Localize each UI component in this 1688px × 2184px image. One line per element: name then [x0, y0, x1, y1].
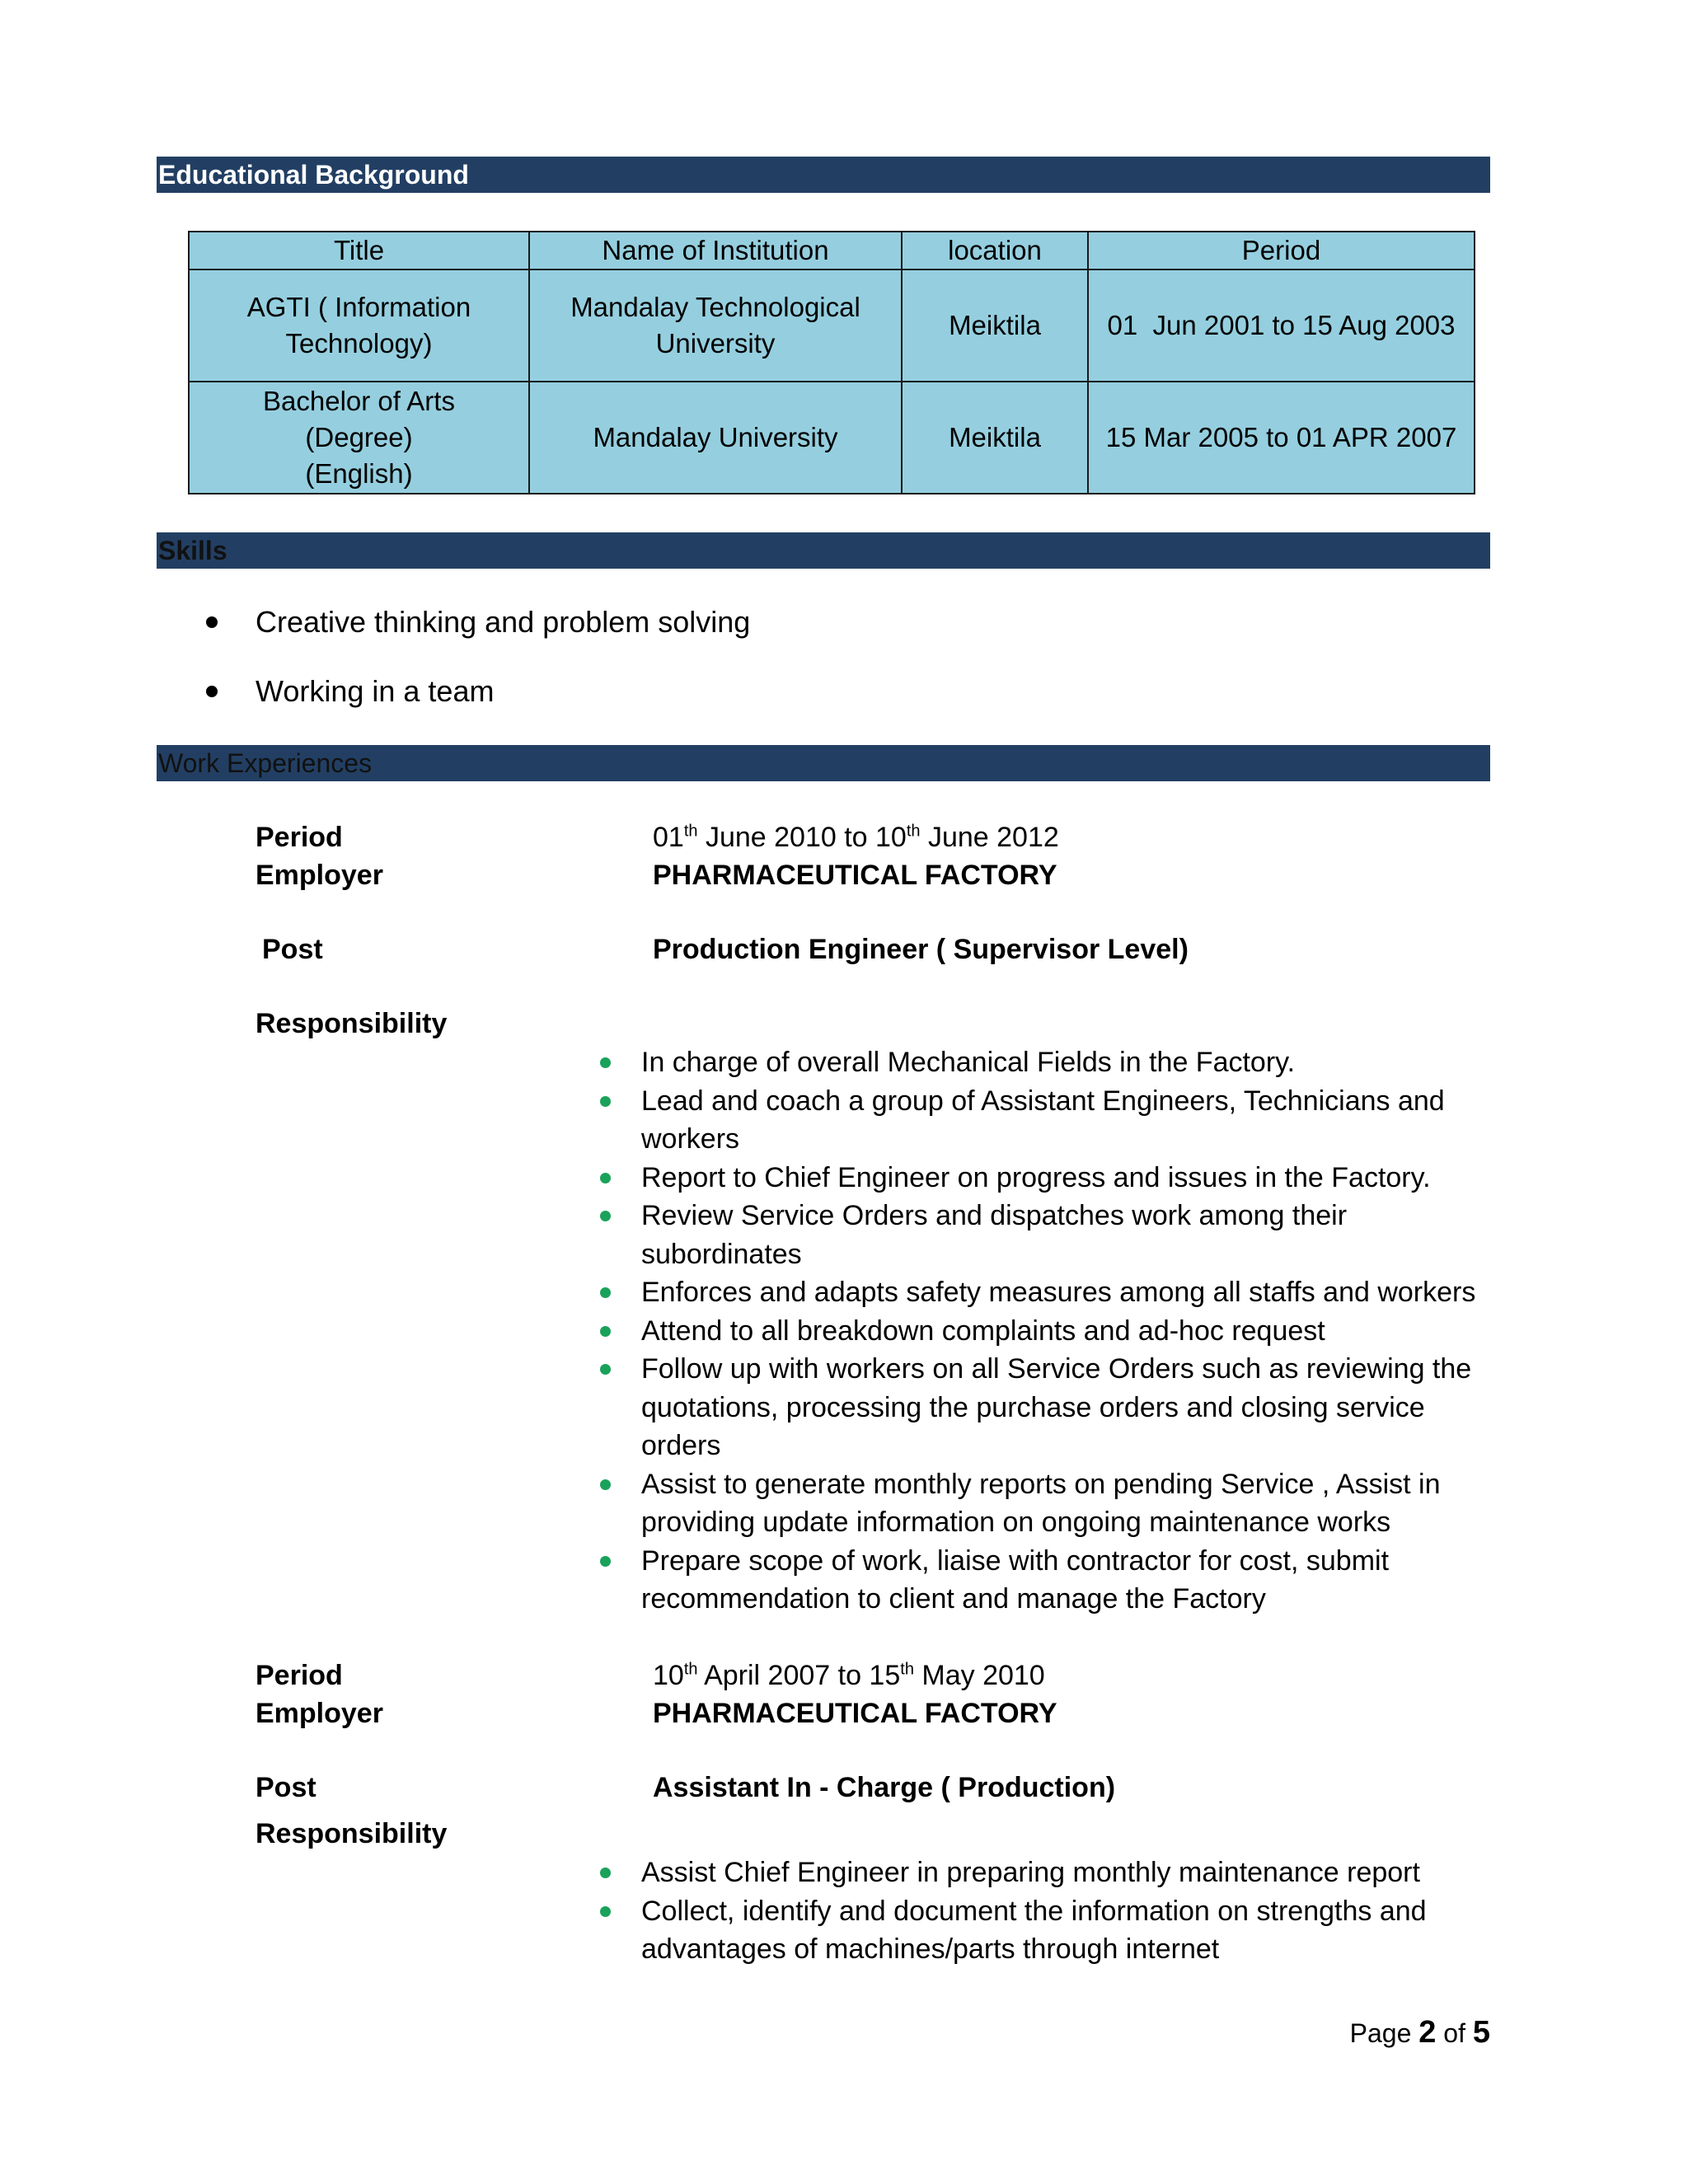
table-row — [189, 269, 1475, 382]
title-line: Technology) — [285, 328, 433, 359]
responsibility-text: Enforces and adapts safety measures among all staffs and workers — [641, 1277, 1476, 1308]
bullet-icon — [600, 1211, 611, 1221]
responsibility-text: Review Service Orders and dispatches work among their subordinates — [641, 1200, 1348, 1270]
employer-label: Employer — [256, 1698, 383, 1729]
list-item — [592, 1197, 1498, 1273]
ordinal-suffix: th — [906, 822, 921, 841]
skill-text: Creative thinking and problem solving — [256, 605, 751, 639]
table-header-row — [189, 232, 1475, 269]
period-label: Period — [256, 822, 343, 853]
section-title-work: Work Experiences — [158, 748, 373, 778]
column-header: Name of Institution — [529, 232, 902, 269]
date-part: May 2010 — [913, 1660, 1045, 1691]
section-title-education: Educational Background — [158, 160, 469, 190]
employer-value: PHARMACEUTICAL FACTORY — [653, 1698, 1057, 1729]
date-part: June 2010 to 10 — [697, 822, 907, 853]
post-value: Production Engineer ( Supervisor Level) — [653, 934, 1189, 965]
page-number — [1350, 2013, 1490, 2053]
date-part: June 2012 — [920, 822, 1059, 853]
skills-list — [206, 602, 750, 740]
table-row — [189, 382, 1475, 494]
cell-period: 01 Jun 2001 to 15 Aug 2003 — [1088, 269, 1475, 382]
period-value — [653, 818, 1059, 856]
current-page: 2 — [1418, 2015, 1437, 2050]
responsibility-text: Attend to all breakdown complaints and ad-hoc request — [641, 1315, 1325, 1347]
period-value — [653, 1657, 1045, 1694]
section-header-education — [157, 157, 1490, 193]
section-header-work — [157, 745, 1490, 781]
employer-value: PHARMACEUTICAL FACTORY — [653, 860, 1057, 891]
post-label: Post — [262, 934, 323, 965]
total-pages: 5 — [1472, 2015, 1490, 2050]
responsibility-text: Assist to generate monthly reports on pending Service , Assist in providing update information on ongoing maintenance works — [641, 1468, 1441, 1538]
list-item — [206, 671, 750, 740]
bullet-icon — [206, 616, 218, 628]
post-value: Assistant In - Charge ( Production) — [653, 1772, 1116, 1803]
responsibility-text: In charge of overall Mechanical Fields in the Factory. — [641, 1047, 1296, 1078]
title-line: AGTI ( Information — [246, 292, 471, 322]
bullet-icon — [600, 1906, 611, 1917]
bullet-icon — [600, 1868, 611, 1878]
cell-institution: Mandalay University — [529, 382, 902, 494]
date-part: 10 — [653, 1660, 684, 1691]
section-header-skills — [157, 532, 1490, 569]
responsibility-text: Report to Chief Engineer on progress and issues in the Factory. — [641, 1161, 1431, 1193]
bullet-icon — [206, 686, 218, 697]
bullet-icon — [600, 1057, 611, 1068]
responsibility-label: Responsibility — [256, 1818, 448, 1849]
ordinal-suffix: th — [683, 822, 698, 841]
bullet-icon — [600, 1173, 611, 1183]
ordinal-suffix: th — [900, 1660, 914, 1679]
post-label: Post — [256, 1772, 316, 1803]
list-item — [592, 1159, 1498, 1197]
cell-title — [189, 269, 529, 382]
education-table — [188, 231, 1475, 494]
of-word: of — [1443, 2018, 1465, 2048]
list-item — [592, 1312, 1498, 1351]
section-title-skills: Skills — [158, 536, 227, 565]
skill-text: Working in a team — [256, 674, 495, 708]
list-item — [206, 602, 750, 671]
bullet-icon — [600, 1479, 611, 1490]
responsibility-text: Assist Chief Engineer in preparing monthly maintenance report — [641, 1857, 1420, 1888]
employer-label: Employer — [256, 860, 383, 891]
list-item — [592, 1350, 1498, 1465]
cell-location: Meiktila — [902, 269, 1088, 382]
ordinal-suffix: th — [683, 1660, 698, 1679]
bullet-icon — [600, 1326, 611, 1337]
bullet-icon — [600, 1364, 611, 1375]
responsibility-label: Responsibility — [256, 1008, 448, 1039]
list-item — [592, 1854, 1498, 1892]
date-part: April 2007 to 15 — [697, 1660, 901, 1691]
responsibility-text: Follow up with workers on all Service Orders such as reviewing the quotations, processing the purchase orders and closing service orders — [641, 1353, 1472, 1461]
responsibility-list — [592, 1854, 1498, 1969]
date-part: 01 — [653, 822, 684, 853]
column-header: location — [902, 232, 1088, 269]
page-word: Page — [1349, 2018, 1412, 2048]
title-line: (English) — [305, 458, 413, 489]
responsibility-text: Lead and coach a group of Assistant Engineers, Technicians and workers — [641, 1085, 1445, 1155]
responsibility-list — [592, 1043, 1498, 1619]
list-item — [592, 1082, 1498, 1159]
cell-institution: Mandalay Technological University — [529, 269, 902, 382]
title-line: (Degree) — [305, 422, 413, 452]
cell-period: 15 Mar 2005 to 01 APR 2007 — [1088, 382, 1475, 494]
responsibility-text: Collect, identify and document the information on strengths and advantages of machines/parts through internet — [641, 1895, 1427, 1965]
list-item — [592, 1465, 1498, 1542]
column-header: Title — [189, 232, 529, 269]
bullet-icon — [600, 1096, 611, 1107]
list-item — [592, 1043, 1498, 1082]
bullet-icon — [600, 1556, 611, 1567]
list-item — [592, 1542, 1498, 1619]
title-line: Bachelor of Arts — [263, 386, 455, 416]
list-item — [592, 1892, 1498, 1969]
period-label: Period — [256, 1660, 343, 1691]
column-header: Period — [1088, 232, 1475, 269]
cell-title — [189, 382, 529, 494]
cell-location: Meiktila — [902, 382, 1088, 494]
responsibility-text: Prepare scope of work, liaise with contractor for cost, submit recommendation to client and manage the Factory — [641, 1544, 1390, 1615]
list-item — [592, 1273, 1498, 1312]
bullet-icon — [600, 1287, 611, 1298]
